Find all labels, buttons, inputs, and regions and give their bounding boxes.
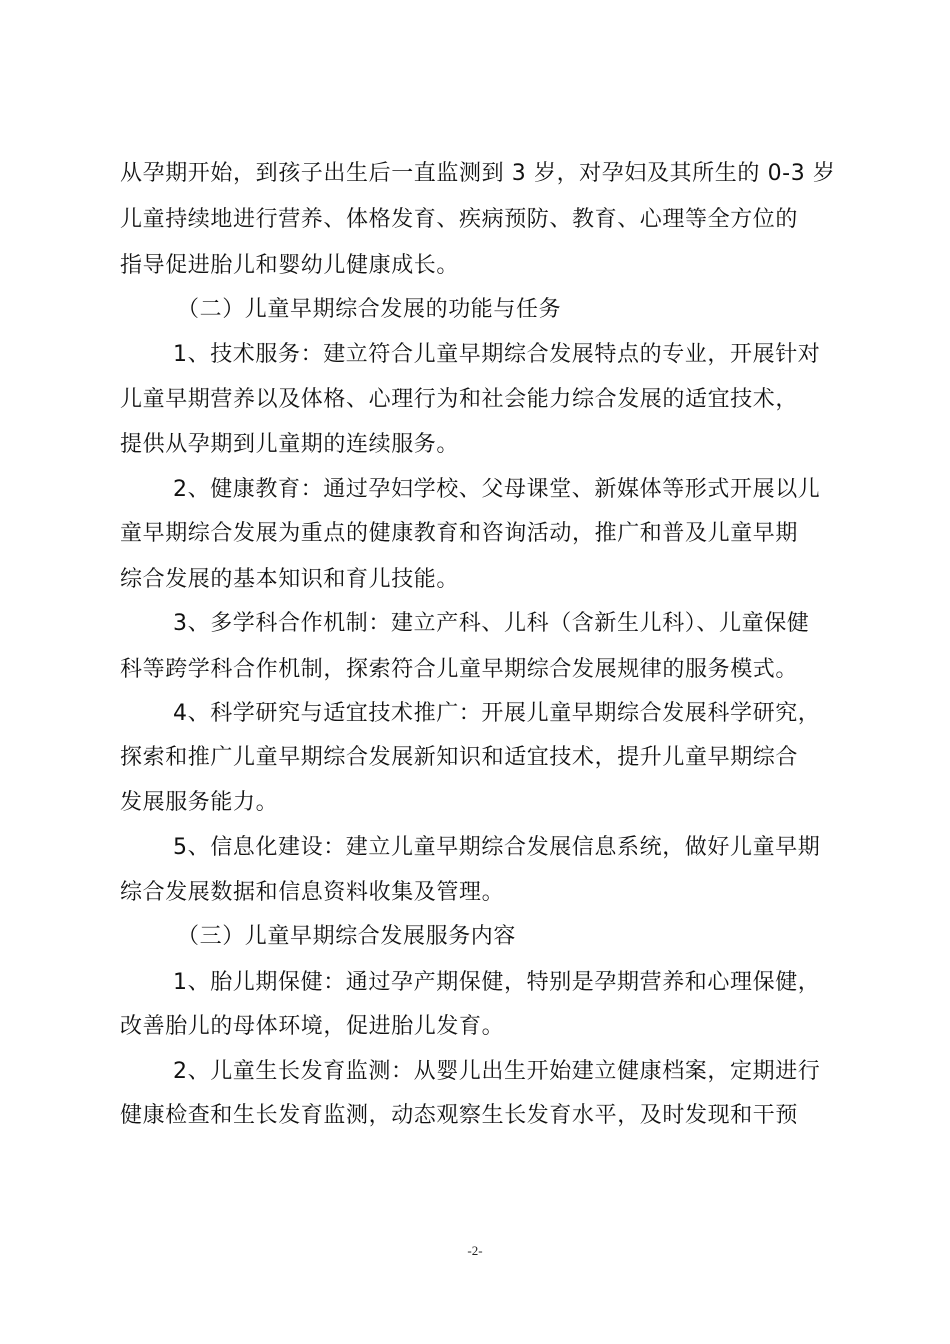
body-text-line: 改善胎儿的母体环境，促进胎儿发育。 [120, 1014, 505, 1039]
body-text-line: 5、信息化建设：建立儿童早期综合发展信息系统，做好儿童早期 [173, 835, 821, 860]
body-text-line: 指导促进胎儿和婴幼儿健康成长。 [120, 253, 460, 278]
body-text-line: 3、多学科合作机制：建立产科、儿科（含新生儿科）、儿童保健 [173, 611, 810, 636]
body-text-line: 1、胎儿期保健：通过孕产期保健，特别是孕期营养和心理保健， [173, 970, 821, 995]
body-text-line: 2、健康教育：通过孕妇学校、父母课堂、新媒体等形式开展以儿 [173, 477, 821, 502]
body-text-line: 4、科学研究与适宜技术推广：开展儿童早期综合发展科学研究， [173, 701, 821, 726]
body-text-line: 儿童早期营养以及体格、心理行为和社会能力综合发展的适宜技术， [120, 387, 799, 412]
body-text-line: 提供从孕期到儿童期的连续服务。 [120, 432, 460, 457]
body-text-line: 发展服务能力。 [120, 790, 279, 815]
body-text-line: 综合发展的基本知识和育儿技能。 [120, 567, 460, 592]
body-text-line: 从孕期开始，到孩子出生后一直监测到 3 岁，对孕妇及其所生的 0-3 岁 [120, 161, 836, 186]
body-text-line: 探索和推广儿童早期综合发展新知识和适宜技术，提升儿童早期综合 [120, 745, 799, 770]
body-text-line: 综合发展数据和信息资料收集及管理。 [120, 880, 505, 905]
section-heading: （二）儿童早期综合发展的功能与任务 [177, 297, 562, 322]
body-text-line: 儿童持续地进行营养、体格发育、疾病预防、教育、心理等全方位的 [120, 207, 799, 232]
body-text-line: 健康检查和生长发育监测，动态观察生长发育水平，及时发现和干预 [120, 1103, 799, 1128]
body-text-line: 童早期综合发展为重点的健康教育和咨询活动，推广和普及儿童早期 [120, 521, 799, 546]
body-text-line: 2、儿童生长发育监测：从婴儿出生开始建立健康档案，定期进行 [173, 1059, 821, 1084]
body-text-line: 1、技术服务：建立符合儿童早期综合发展特点的专业，开展针对 [173, 342, 821, 367]
page-number: -2- [467, 1243, 483, 1258]
body-text-line: 科等跨学科合作机制，探索符合儿童早期综合发展规律的服务模式。 [120, 657, 799, 682]
section-heading: （三）儿童早期综合发展服务内容 [177, 924, 517, 949]
